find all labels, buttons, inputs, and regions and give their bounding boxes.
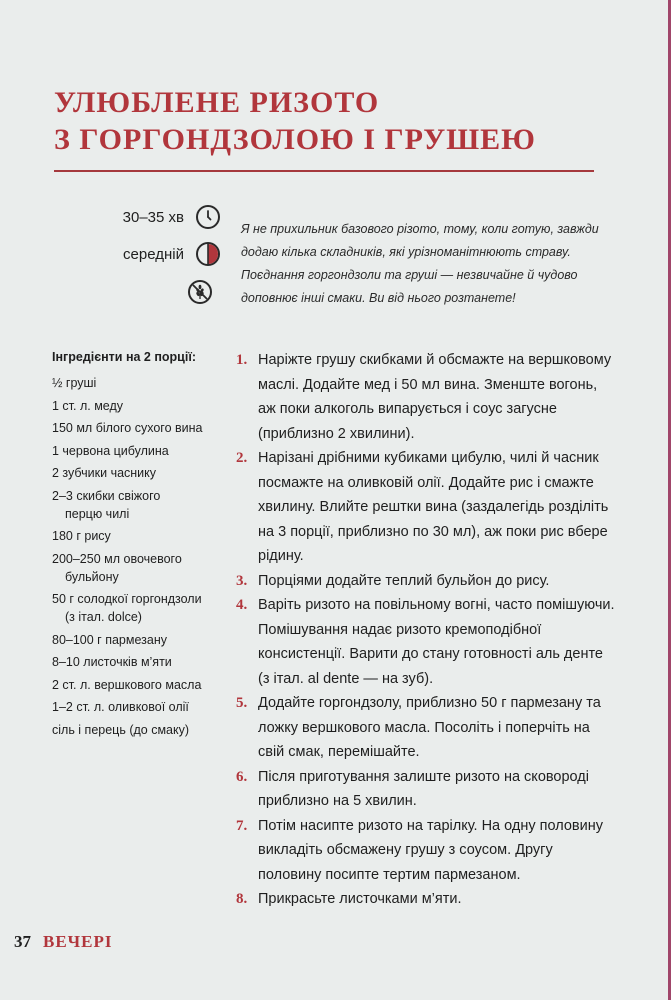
difficulty-level: середній: [123, 245, 184, 263]
step-number: 2.: [236, 450, 248, 466]
step-number: 4.: [236, 597, 248, 613]
ingredient-text-continued: бульйону: [65, 569, 119, 584]
ingredient-item: [52, 590, 242, 626]
ingredient-item: [52, 698, 242, 716]
ingredient-text: ½ груші: [52, 376, 97, 390]
clock-icon: [196, 205, 220, 229]
step-text: Потім насипте ризото на тарілку. На одну половину викладіть обсмажену грушу з соусом. Другу половину посипте тертим пармезаном.: [258, 817, 603, 883]
step-number: 8.: [236, 891, 248, 907]
ingredient-text: сіль і перець (до смаку): [52, 722, 190, 737]
step-item: [236, 446, 616, 569]
page-footer: [14, 932, 113, 952]
gluten-free-icon: [188, 280, 212, 304]
step-number: 6.: [236, 768, 248, 785]
half-circle-difficulty-icon: [196, 242, 220, 266]
step-item: [236, 887, 616, 912]
ingredient-item: [52, 442, 242, 460]
step-item: [236, 765, 616, 814]
step-text: Прикрасьте листочками м’яти.: [258, 891, 462, 907]
ingredient-text: 1 червона цибулина: [52, 443, 169, 458]
ingredient-item: [52, 397, 242, 415]
ingredient-text: 1 ст. л. меду: [52, 398, 124, 413]
title-divider: [54, 170, 594, 172]
ingredients-list: [52, 374, 242, 743]
ingredient-text: 2–3 скибки свіжого: [52, 488, 161, 503]
ingredient-text: 200–250 мл овочевого: [52, 551, 182, 566]
ingredient-item: [52, 550, 242, 586]
ingredient-item: [52, 653, 242, 671]
difficulty-row: [92, 242, 220, 266]
cook-time: 30–35 хв: [122, 208, 184, 226]
title-line-1: УЛЮБЛЕНЕ РИЗОТО: [54, 86, 380, 119]
ingredient-text-continued: перцю чилі: [65, 506, 130, 521]
ingredient-item: [52, 374, 242, 392]
ingredient-text: 2 ст. л. вершкового масла: [52, 677, 202, 692]
step-text: Додайте горгондзолу, приблизно 50 г пармезану та ложку вершкового масла. Посоліть і поперчіть на свій смак, перемішайте.: [258, 695, 601, 760]
step-text: Порціями додайте теплий бульйон до рису.: [258, 572, 550, 589]
ingredient-text: 150 мл білого сухого вина: [52, 421, 203, 435]
ingredient-item: [52, 487, 242, 523]
step-number: 3.: [236, 572, 248, 589]
ingredient-text: 50 г солодкої горгондзоли: [52, 592, 202, 606]
ingredient-item: [52, 721, 242, 739]
ingredient-item: [52, 631, 242, 649]
step-number: 5.: [236, 695, 248, 711]
ingredient-text-continued: (з італ. dolce): [65, 610, 142, 624]
ingredient-item: [52, 419, 242, 437]
step-number: 7.: [236, 817, 248, 834]
ingredient-text: 8–10 листочків м’яти: [52, 655, 172, 669]
time-row: [92, 205, 220, 229]
diet-row: [188, 280, 212, 304]
step-text: Нарізані дрібними кубиками цибулю, чилі й часник посмажте на оливковій олії. Додайте рис і смажте хвилину. Влийте рештки вина (заздалегідь розділіть на 3 порції, приблизно по 30 мл), аж поки рис вбере рідину.: [258, 450, 609, 564]
ingredients-heading: Інгредієнти на 2 порції:: [52, 350, 197, 364]
ingredient-item: [52, 676, 242, 694]
step-item: [236, 569, 616, 594]
step-item: [236, 348, 616, 446]
ingredient-item: [52, 464, 242, 482]
recipe-title: [54, 84, 536, 158]
step-text: Варіть ризото на повільному вогні, часто помішуючи. Помішування надає ризото кремоподібної консистенції. Варити до стану готовності аль денте (з італ. al dente — на зуб).: [258, 597, 615, 687]
step-item: [236, 814, 616, 888]
step-text: Після приготування залиште ризото на сковороді приблизно на 5 хвилин.: [258, 768, 589, 809]
ingredient-item: [52, 527, 242, 545]
step-number: 1.: [236, 352, 248, 368]
page-number: 37: [14, 932, 31, 951]
step-item: [236, 691, 616, 765]
steps-list: [236, 348, 616, 912]
section-name: ВЕЧЕРІ: [43, 932, 113, 951]
ingredient-text: 180 г рису: [52, 529, 111, 543]
title-line-2: З ГОРГОНДЗОЛОЮ І ГРУШЕЮ: [54, 123, 536, 156]
step-item: [236, 593, 616, 691]
ingredient-text: 80–100 г пармезану: [52, 632, 167, 647]
ingredient-text: 2 зубчики часнику: [52, 466, 157, 480]
ingredient-text: 1–2 ст. л. оливкової олії: [52, 700, 189, 714]
step-text: Наріжте грушу скибками й обсмажте на вершковому маслі. Додайте мед і 50 мл вина. Зменште вогонь, аж поки алкоголь випарується і соус загусне (приблизно 2 хвилини).: [258, 352, 612, 442]
recipe-intro: Я не прихильник базового різото, тому, коли готую, завжди додаю кілька складників, які урізноманітнюють страву. Поєднання горгондзоли та груші — незвичайне й чудово доповнює інші смаки. Ви від нього розтанете!: [241, 221, 599, 305]
